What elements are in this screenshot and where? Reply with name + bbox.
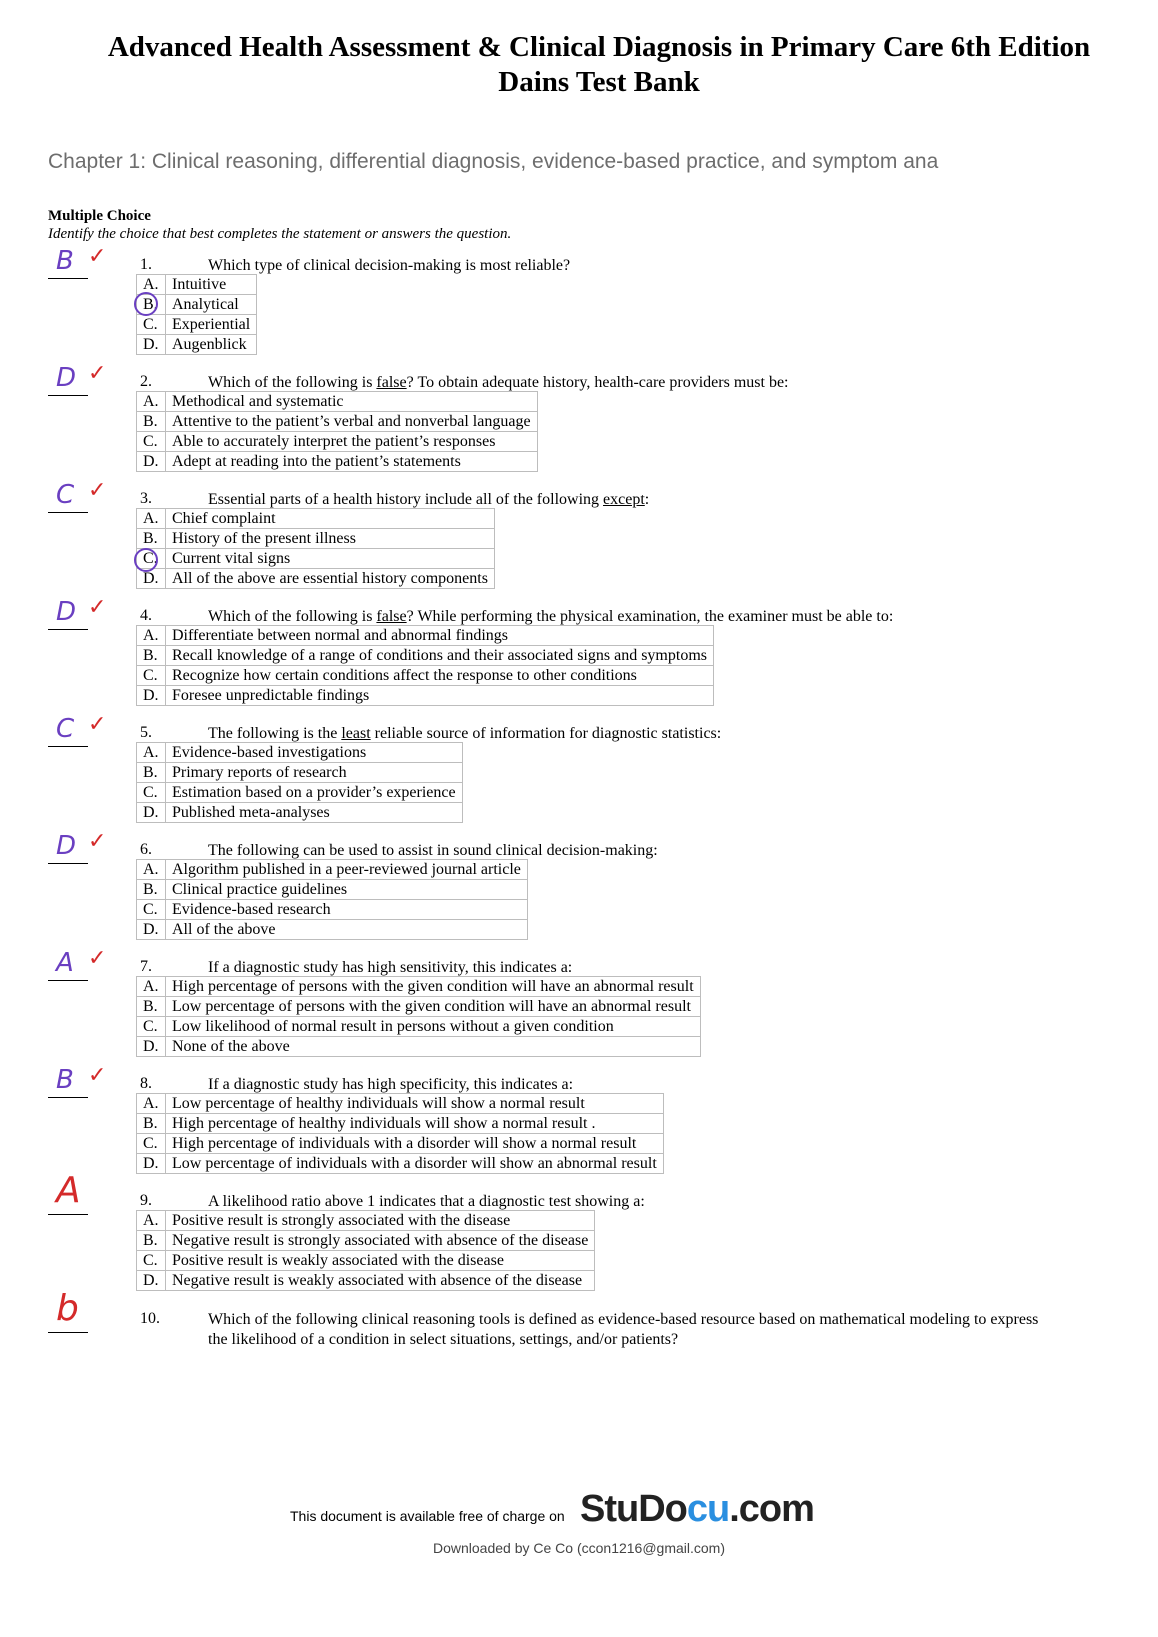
option-letter: D. xyxy=(137,1037,166,1057)
option-letter: C. xyxy=(137,315,166,335)
answer-blank-line xyxy=(48,1332,88,1333)
answer-option-row xyxy=(137,920,528,940)
question-number: 5. xyxy=(140,724,152,741)
answer-blank-line xyxy=(48,1097,88,1098)
chapter-heading: Chapter 1: Clinical reasoning, differential diagnosis, evidence-based practice, and symptom ana xyxy=(48,150,939,173)
option-text: Able to accurately interpret the patient’s responses xyxy=(166,432,538,452)
answer-blank-line xyxy=(48,746,88,747)
option-letter: B. xyxy=(137,295,166,315)
answer-option-row xyxy=(137,1251,595,1271)
option-text: Clinical practice guidelines xyxy=(166,880,528,900)
handwritten-answer: C xyxy=(56,714,75,744)
question-text-part: reliable source of information for diagnostic statistics: xyxy=(370,725,722,742)
answer-option-row xyxy=(137,275,257,295)
option-letter: C. xyxy=(137,432,166,452)
question-text-part: Which of the following clinical reasoning tools is defined as evidence-based resource based on mathematical modeling to express the likelihood of a condition in select situations, settings, and/or patients? xyxy=(208,1311,1039,1348)
option-text: Published meta-analyses xyxy=(166,803,463,823)
option-text: Adept at reading into the patient’s statements xyxy=(166,452,538,472)
option-text: Low percentage of healthy individuals will show a normal result xyxy=(166,1094,664,1114)
option-letter: C. xyxy=(137,1251,166,1271)
emphasized-word: false xyxy=(376,608,407,625)
option-letter: B. xyxy=(137,763,166,783)
option-text: Differentiate between normal and abnormal findings xyxy=(166,626,714,646)
option-text: Evidence-based research xyxy=(166,900,528,920)
option-letter: D. xyxy=(137,1271,166,1291)
option-text: Negative result is strongly associated with absence of the disease xyxy=(166,1231,595,1251)
option-text: Negative result is weakly associated with absence of the disease xyxy=(166,1271,595,1291)
handwritten-answer: A xyxy=(56,1170,81,1211)
answer-blank-line xyxy=(48,1214,88,1215)
question-number: 4. xyxy=(140,607,152,624)
option-letter: C. xyxy=(137,666,166,686)
answer-option-row xyxy=(137,763,463,783)
answer-option-row xyxy=(137,1271,595,1291)
check-mark-icon: ✓ xyxy=(88,1063,107,1088)
answer-options-table xyxy=(136,1210,595,1291)
answer-options-table xyxy=(136,859,528,940)
answer-option-row xyxy=(137,432,538,452)
option-letter: B. xyxy=(137,1114,166,1134)
answer-option-row xyxy=(137,666,714,686)
answer-options-table xyxy=(136,508,495,589)
question-text-part: If a diagnostic study has high sensitivity, this indicates a: xyxy=(208,959,573,976)
question-text xyxy=(208,256,1048,276)
answer-option-row xyxy=(137,1231,595,1251)
question-text-part: ? To obtain adequate history, health-care providers must be: xyxy=(406,374,789,391)
option-text: Current vital signs xyxy=(166,549,495,569)
answer-option-row xyxy=(137,860,528,880)
option-text: History of the present illness xyxy=(166,529,495,549)
option-letter: D. xyxy=(137,686,166,706)
answer-option-row xyxy=(137,529,495,549)
question-text xyxy=(208,373,1048,393)
emphasized-word: except xyxy=(603,491,645,508)
option-letter: B. xyxy=(137,646,166,666)
answer-option-row xyxy=(137,1211,595,1231)
answer-blank-line xyxy=(48,278,88,279)
question-text-part: Which of the following is xyxy=(208,374,377,391)
question-number: 2. xyxy=(140,373,152,390)
answer-option-row xyxy=(137,1094,664,1114)
question-text xyxy=(208,1192,1048,1212)
option-text: Positive result is weakly associated with the disease xyxy=(166,1251,595,1271)
download-info: Downloaded by Ce Co (ccon1216@gmail.com) xyxy=(432,1540,726,1556)
footer-availability-text: This document is available free of charge on xyxy=(290,1508,565,1524)
answer-option-row xyxy=(137,880,528,900)
option-text: Low percentage of individuals with a disorder will show an abnormal result xyxy=(166,1154,664,1174)
option-letter: A. xyxy=(137,977,166,997)
answer-option-row xyxy=(137,900,528,920)
option-text: Augenblick xyxy=(166,335,257,355)
answer-blank-line xyxy=(48,629,88,630)
handwritten-answer: A xyxy=(56,948,74,978)
logo-text-left: StuDo xyxy=(580,1488,687,1530)
logo-text-right: .com xyxy=(729,1488,814,1530)
answer-option-row xyxy=(137,1154,664,1174)
option-text: High percentage of healthy individuals will show a normal result . xyxy=(166,1114,664,1134)
check-mark-icon: ✓ xyxy=(88,478,107,503)
answer-option-row xyxy=(137,335,257,355)
option-text: All of the above are essential history components xyxy=(166,569,495,589)
question-number: 3. xyxy=(140,490,152,507)
option-text: Recognize how certain conditions affect the response to other conditions xyxy=(166,666,714,686)
option-text: Low percentage of persons with the given condition will have an abnormal result xyxy=(166,997,701,1017)
question-text xyxy=(208,490,1048,510)
option-text: All of the above xyxy=(166,920,528,940)
section-heading: Multiple Choice xyxy=(48,208,151,224)
answer-option-row xyxy=(137,626,714,646)
question-text-part: The following can be used to assist in sound clinical decision-making: xyxy=(208,842,658,859)
answer-options-table xyxy=(136,742,463,823)
check-mark-icon: ✓ xyxy=(88,829,107,854)
title-line-2: Dains Test Bank xyxy=(498,66,700,98)
answer-blank-line xyxy=(48,512,88,513)
check-mark-icon: ✓ xyxy=(88,595,107,620)
option-text: Methodical and systematic xyxy=(166,392,538,412)
option-letter: A. xyxy=(137,275,166,295)
answer-option-row xyxy=(137,1114,664,1134)
option-letter: D. xyxy=(137,335,166,355)
option-letter: B. xyxy=(137,997,166,1017)
answer-options-table xyxy=(136,625,714,706)
option-text: Analytical xyxy=(166,295,257,315)
option-text: Intuitive xyxy=(166,275,257,295)
answer-option-row xyxy=(137,743,463,763)
option-letter: D. xyxy=(137,452,166,472)
option-text: Experiential xyxy=(166,315,257,335)
answer-option-row xyxy=(137,1134,664,1154)
circled-answer-mark xyxy=(134,292,158,316)
question-number: 9. xyxy=(140,1192,152,1209)
answer-blank-line xyxy=(48,863,88,864)
check-mark-icon: ✓ xyxy=(88,946,107,971)
question-text-part: Which of the following is xyxy=(208,608,377,625)
option-text: Positive result is strongly associated with the disease xyxy=(166,1211,595,1231)
option-letter: D. xyxy=(137,569,166,589)
question-text-part: Which type of clinical decision-making is most reliable? xyxy=(208,257,571,274)
answer-options-table xyxy=(136,1093,664,1174)
handwritten-answer: b xyxy=(56,1288,79,1329)
option-letter: D. xyxy=(137,803,166,823)
check-mark-icon: ✓ xyxy=(88,244,107,269)
option-text: Recall knowledge of a range of conditions and their associated signs and symptoms xyxy=(166,646,714,666)
question-number: 7. xyxy=(140,958,152,975)
question-text xyxy=(208,607,1048,627)
answer-option-row xyxy=(137,549,495,569)
logo-text-mid: cu xyxy=(686,1488,730,1530)
section-instructions: Identify the choice that best completes the statement or answers the question. xyxy=(48,226,512,242)
option-letter: B. xyxy=(137,412,166,432)
emphasized-word: least xyxy=(341,725,371,742)
handwritten-answer: B xyxy=(56,1065,74,1095)
option-letter: B. xyxy=(137,880,166,900)
option-letter: A. xyxy=(137,1211,166,1231)
handwritten-answer: C xyxy=(56,480,75,510)
question-text-part: A likelihood ratio above 1 indicates that a diagnostic test showing a: xyxy=(208,1193,645,1210)
question-number: 1. xyxy=(140,256,152,273)
answer-option-row xyxy=(137,392,538,412)
question-number: 8. xyxy=(140,1075,152,1092)
question-text-part: Essential parts of a health history include all of the following xyxy=(208,491,604,508)
question-text-part: The following is the xyxy=(208,725,342,742)
option-text: Estimation based on a provider’s experience xyxy=(166,783,463,803)
option-text: High percentage of individuals with a disorder will show a normal result xyxy=(166,1134,664,1154)
answer-option-row xyxy=(137,315,257,335)
circled-answer-mark xyxy=(134,548,158,572)
option-letter: C. xyxy=(137,1017,166,1037)
emphasized-word: false xyxy=(376,374,407,391)
answer-option-row xyxy=(137,1037,701,1057)
option-letter: A. xyxy=(137,743,166,763)
handwritten-answer: B xyxy=(56,246,74,276)
option-text: High percentage of persons with the given condition will have an abnormal result xyxy=(166,977,701,997)
option-text: Chief complaint xyxy=(166,509,495,529)
answer-option-row xyxy=(137,646,714,666)
option-letter: C. xyxy=(137,549,166,569)
question-text xyxy=(208,724,1048,744)
answer-option-row xyxy=(137,686,714,706)
option-letter: A. xyxy=(137,392,166,412)
question-number: 10. xyxy=(140,1310,160,1327)
option-letter: B. xyxy=(137,1231,166,1251)
handwritten-answer: D xyxy=(56,363,77,393)
question-text xyxy=(208,1310,1048,1350)
option-letter: A. xyxy=(137,509,166,529)
answer-blank-line xyxy=(48,395,88,396)
option-letter: B. xyxy=(137,529,166,549)
document-title xyxy=(40,30,1158,100)
answer-options-table xyxy=(136,274,257,355)
question-text-part: ? While performing the physical examination, the examiner must be able to: xyxy=(406,608,894,625)
answer-option-row xyxy=(137,509,495,529)
option-letter: D. xyxy=(137,920,166,940)
studocu-logo[interactable] xyxy=(580,1488,814,1531)
option-letter: C. xyxy=(137,900,166,920)
option-text: Evidence-based investigations xyxy=(166,743,463,763)
answer-option-row xyxy=(137,803,463,823)
question-text xyxy=(208,841,1048,861)
option-letter: C. xyxy=(137,1134,166,1154)
option-text: Low likelihood of normal result in persons without a given condition xyxy=(166,1017,701,1037)
option-text: Algorithm published in a peer-reviewed journal article xyxy=(166,860,528,880)
answer-option-row xyxy=(137,412,538,432)
question-text xyxy=(208,1075,1048,1095)
answer-option-row xyxy=(137,783,463,803)
option-text: None of the above xyxy=(166,1037,701,1057)
option-text: Primary reports of research xyxy=(166,763,463,783)
answer-option-row xyxy=(137,452,538,472)
option-letter: A. xyxy=(137,626,166,646)
option-letter: A. xyxy=(137,1094,166,1114)
option-text: Attentive to the patient’s verbal and nonverbal language xyxy=(166,412,538,432)
handwritten-answer: D xyxy=(56,831,77,861)
option-text: Foresee unpredictable findings xyxy=(166,686,714,706)
answer-option-row xyxy=(137,569,495,589)
option-letter: A. xyxy=(137,860,166,880)
answer-options-table xyxy=(136,391,538,472)
question-text xyxy=(208,958,1048,978)
check-mark-icon: ✓ xyxy=(88,361,107,386)
answer-option-row xyxy=(137,997,701,1017)
answer-option-row xyxy=(137,1017,701,1037)
answer-option-row xyxy=(137,977,701,997)
answer-options-table xyxy=(136,976,701,1057)
option-letter: D. xyxy=(137,1154,166,1174)
question-text-part: If a diagnostic study has high specificity, this indicates a: xyxy=(208,1076,574,1093)
question-number: 6. xyxy=(140,841,152,858)
question-text-part: : xyxy=(644,491,650,508)
answer-blank-line xyxy=(48,980,88,981)
handwritten-answer: D xyxy=(56,597,77,627)
check-mark-icon: ✓ xyxy=(88,712,107,737)
option-letter: C. xyxy=(137,783,166,803)
title-line-1: Advanced Health Assessment & Clinical Diagnosis in Primary Care 6th Edition xyxy=(107,31,1091,63)
